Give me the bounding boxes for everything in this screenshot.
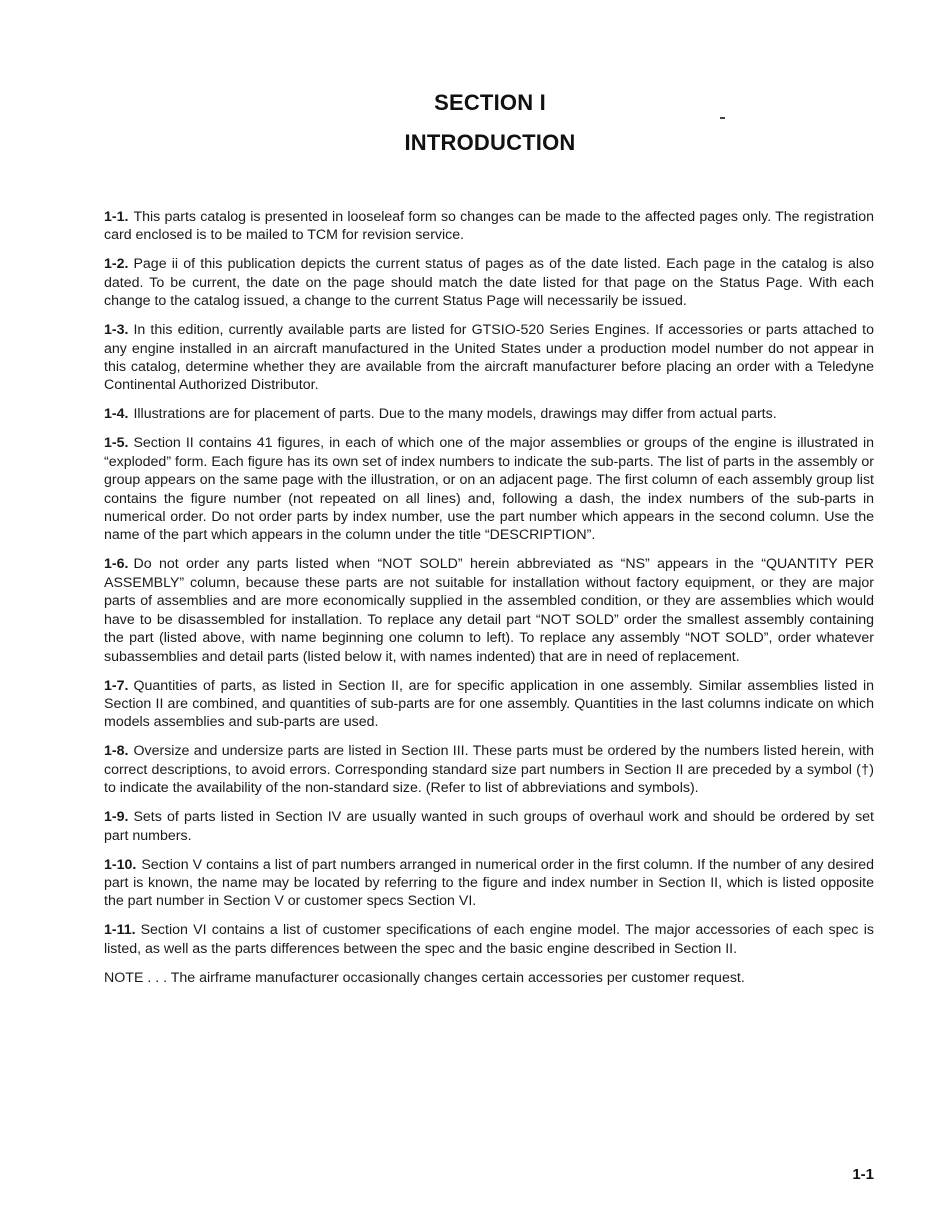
paragraph-number: 1-5. [104,435,129,452]
paragraph-text: Section V contains a list of part numbers arranged in numerical order in the first column. If the number of any desired part is known, the name may be located by referring to the figure and index number in Section II, which is listed opposite the part number in Section V or customer specs Section VI. [104,856,874,910]
paragraph-text: In this edition, currently available parts are listed for GTSIO-520 Series Engines. If accessories or parts attached to any engine installed in an aircraft manufactured in the United States under a production model number do not appear in this catalog, determine whether they are available from the aircraft manufacturer before placing an order with a Teledyne Continental Authorized Distributor. [104,322,874,394]
paragraph-number: 1-8. [104,743,129,760]
paragraph-number: 1-3. [104,322,129,339]
page-title: INTRODUCTION [404,130,576,155]
paragraph-text: Do not order any parts listed when “NOT SOLD” herein abbreviated as “NS” appears in the “QUANTITY PER ASSEMBLY” column, because these parts are not suitable for installation without factory equipment, or they are major parts of assemblies and are more economically supplied in the assembled condition, or they are assemblies which would have to be disassembled for installation. To replace any detail part “NOT SOLD” order the smallest assembly containing the part (listed above, with name beginning one column to left). To replace any assembly “NOT SOLD”, order whatever subassemblies and detail parts (listed below it, with names indented) that are in need of replacement. [104,556,874,665]
print-speck [720,117,725,119]
paragraph-1-4 [104,405,874,423]
paragraph-1-9 [104,808,874,845]
paragraph-1-6 [104,555,874,665]
paragraph-text: Section VI contains a list of customer specifications of each engine model. The major accessories of each spec is listed, as well as the parts differences between the spec and the basic engine described in Section II. [104,922,874,957]
paragraph-1-7 [104,677,874,732]
paragraph-number: 1-11. [104,922,136,939]
paragraph-1-8 [104,742,874,797]
paragraph-text: Section II contains 41 figures, in each of which one of the major assemblies or groups of the engine is illustrated in “exploded” form. Each figure has its own set of index numbers to indicate the sub-parts. The list of parts in the assembly or group appears on the same page with the illustration, or on an adjacent page. The first column of each assembly group list contains the figure number (not repeated on all lines) and, following a dash, the index numbers of the sub-parts in numerical order. Do not order parts by index number, use the part number which appears in the second column. Use the name of the part which appears in the column under the title “DESCRIPTION”. [104,435,874,544]
paragraph-text: Quantities of parts, as listed in Section II, are for specific application in one assembly. Similar assemblies listed in Section II are combined, and quantities of sub-parts are for one assembly. Quantities in the last columns indicate on which models assemblies and sub-parts are used. [104,677,874,731]
paragraph-1-11 [104,921,874,958]
paragraph-text: Illustrations are for placement of parts. Due to the many models, drawings may differ from actual parts. [133,406,777,423]
paragraph-text: Oversize and undersize parts are listed in Section III. These parts must be ordered by the numbers listed herein, with correct descriptions, to avoid errors. Corresponding standard size part numbers in Section II are preceded by a symbol (†) to indicate the availability of the non-standard size. (Refer to list of abbreviations and symbols). [104,743,874,797]
paragraph-number: 1-4. [104,406,129,423]
paragraph-text: Sets of parts listed in Section IV are usually wanted in such groups of overhaul work and should be ordered by set part numbers. [104,809,874,844]
paragraph-number: 1-7. [104,677,129,694]
paragraph-number: 1-9. [104,809,129,826]
page-number: 1-1 [852,1166,874,1183]
paragraph-1-1 [104,208,874,245]
paragraph-1-10 [104,856,874,911]
paragraph-1-3 [104,321,874,395]
paragraph-number: 1-10. [104,856,137,873]
paragraph-number: 1-2. [104,256,129,273]
paragraph-text: This parts catalog is presented in looseleaf form so changes can be made to the affected pages only. The registration card enclosed is to be mailed to TCM for revision service. [104,209,874,244]
note-text: NOTE . . . The airframe manufacturer occasionally changes certain accessories per customer request. [104,969,745,986]
paragraph-number: 1-1. [104,209,129,225]
section-heading: SECTION I [434,90,546,115]
paragraph-number: 1-6. [104,556,129,573]
paragraph-1-5 [104,434,874,544]
body-text [104,208,874,987]
paragraph-text: Page ii of this publication depicts the current status of pages as of the date listed. Each page in the catalog is also dated. To be current, the date on the page should match the date listed for that page on the Status Page. With each change to the catalog issued, a change to the current Status Page will necessarily be issued. [104,256,874,310]
paragraph-1-2 [104,255,874,310]
